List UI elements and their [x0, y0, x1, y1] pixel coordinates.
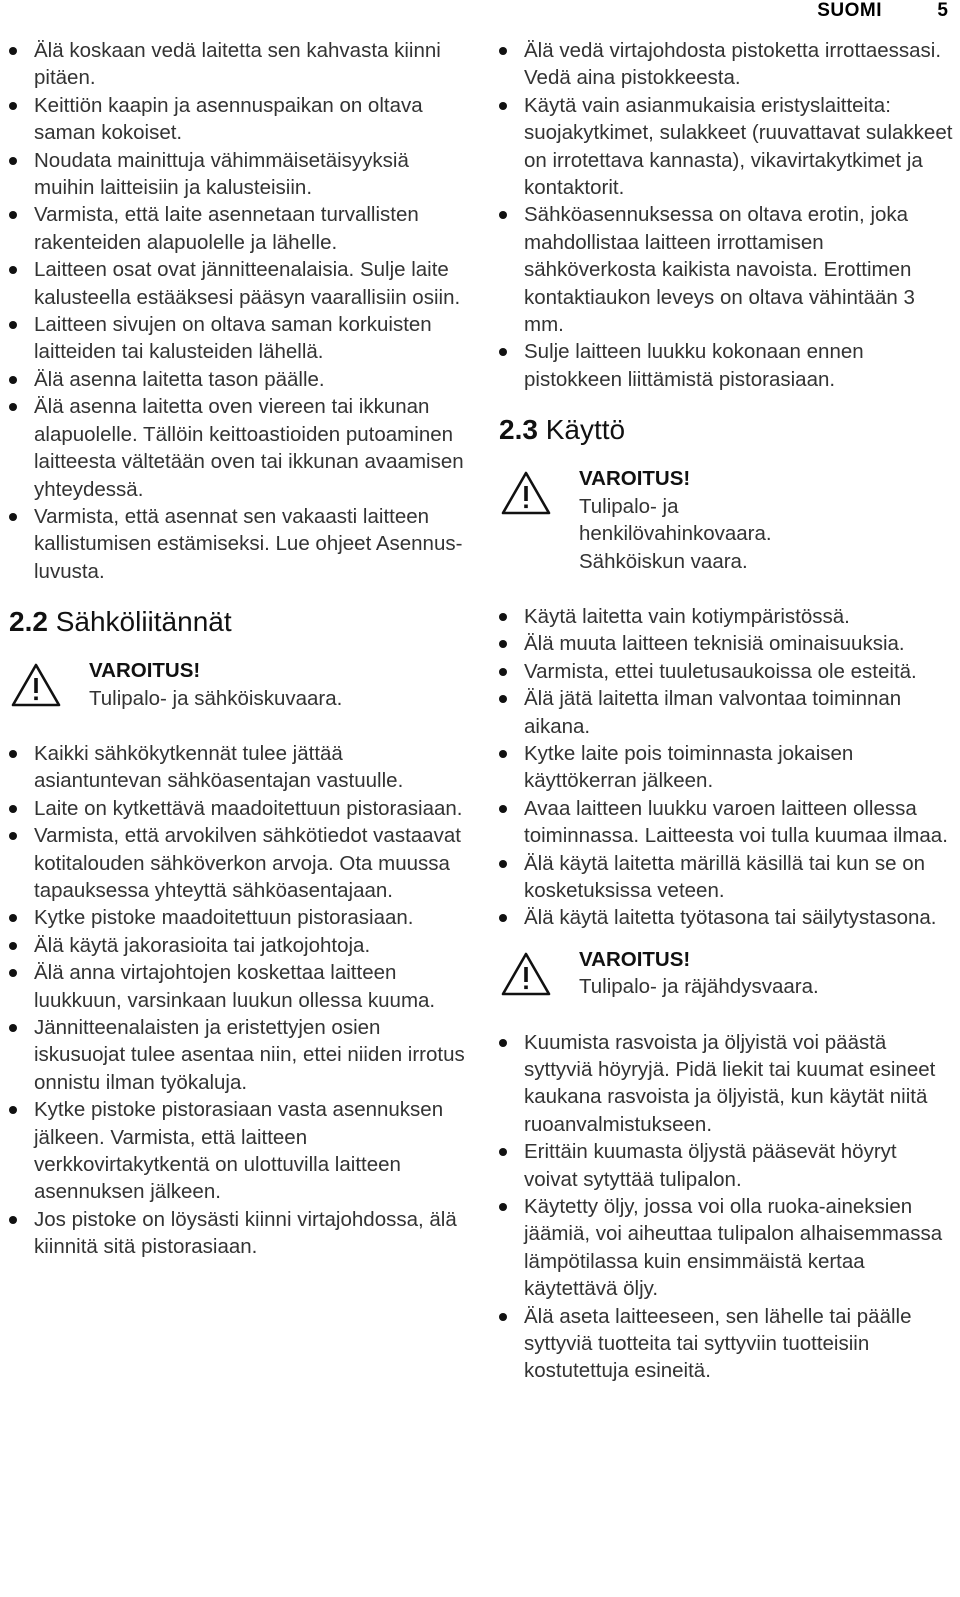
- warning-text: Tulipalo- ja henkilövahinkovaara. Sähköiskun vaara.: [579, 494, 772, 573]
- warning-title: VAROITUS!: [89, 659, 201, 683]
- list-item: Varmista, että laite asennetaan turvallisten rakenteiden alapuolelle ja lähelle.: [9, 201, 471, 256]
- list-item: Älä vedä virtajohdosta pistoketta irrottaessasi. Vedä aina pistokkeesta.: [499, 37, 954, 92]
- section-title-electrical: [9, 605, 471, 639]
- list-item: Keittiön kaapin ja asennuspaikan on oltava saman kokoiset.: [9, 92, 471, 147]
- section-name: Sähköliitännät: [55, 606, 232, 638]
- list-item: Älä asenna laitetta tason päälle.: [9, 366, 471, 393]
- section-name: Käyttö: [545, 414, 626, 446]
- list-item: Kytke pistoke maadoitettuun pistorasiaan.: [9, 904, 471, 931]
- warning-triangle-icon: [11, 663, 61, 707]
- list-item: Laite on kytkettävä maadoitettuun pistorasiaan.: [9, 795, 471, 822]
- list-item: Noudata mainittuja vähimmäisetäisyyksiä muihin laitteisiin ja kalusteisiin.: [9, 147, 471, 202]
- list-item: Kytke laite pois toiminnasta jokaisen käyttökerran jälkeen.: [499, 740, 954, 795]
- warning-text: Tulipalo- ja sähköiskuvaara.: [89, 686, 343, 710]
- section-number: 2.2: [9, 606, 48, 638]
- left-column: [9, 37, 471, 1261]
- language-label: SUOMI: [817, 0, 882, 21]
- list-item: Älä käytä jakorasioita tai jatkojohtoja.: [9, 932, 471, 959]
- warning-title: VAROITUS!: [579, 467, 691, 491]
- electrical-list-continued: [499, 37, 954, 393]
- list-item: Älä käytä laitetta työtasona tai säilytystasona.: [499, 904, 954, 931]
- list-item: Käytä vain asianmukaisia eristyslaitteita: suojakytkimet, sulakkeet (ruuvattavat sulakkeet on irrotettava kannasta), vikavirtakytkimet ja kontaktorit.: [499, 92, 954, 202]
- list-item: Varmista, ettei tuuletusaukoissa ole esteitä.: [499, 658, 954, 685]
- page-number: 5: [937, 0, 948, 21]
- section-title-use: [499, 413, 954, 447]
- list-item: Erittäin kuumasta öljystä pääsevät höyryt voivat sytyttää tulipalon.: [499, 1138, 954, 1193]
- list-item: Sähköasennuksessa on oltava erotin, joka mahdollistaa laitteen irrottamisen sähköverkosta kaikista navoista. Erottimen kontaktiaukon leveys on oltava vähintään 3 mm.: [499, 201, 954, 338]
- list-item: Kuumista rasvoista ja öljyistä voi päästä syttyviä höyryjä. Pidä liekit tai kuumat esineet kaukana rasvoista ja öljyistä, kun käytät niitä ruoanvalmistukseen.: [499, 1029, 954, 1139]
- warning-title: VAROITUS!: [579, 947, 691, 971]
- list-item: Laitteen sivujen on oltava saman korkuisten laitteiden tai kalusteiden lähellä.: [9, 311, 471, 366]
- page-header: [0, 0, 960, 26]
- list-item: Sulje laitteen luukku kokonaan ennen pistokkeen liittämistä pistorasiaan.: [499, 338, 954, 393]
- warning-triangle-icon: [501, 471, 551, 515]
- list-item: Varmista, että asennat sen vakaasti laitteen kallistumisen estämiseksi. Lue ohjeet Asennus-luvusta.: [9, 503, 471, 585]
- list-item: Älä käytä laitetta märillä käsillä tai kun se on kosketuksissa veteen.: [499, 850, 954, 905]
- list-item: Älä aseta laitteeseen, sen lähelle tai päälle syttyviä tuotteita tai syttyviin tuotteisiin kostutettuja esineitä.: [499, 1303, 954, 1385]
- list-item: Kytke pistoke pistorasiaan vasta asennuksen jälkeen. Varmista, että laitteen verkkovirtakytkentä on ulottuvilla laitteen asennuksen jälkeen.: [9, 1096, 471, 1206]
- oil-safety-list: [499, 1029, 954, 1385]
- list-item: Älä jätä laitetta ilman valvontaa toiminnan aikana.: [499, 685, 954, 740]
- list-item: Käytetty öljy, jossa voi olla ruoka-aineksien jäämiä, voi aiheuttaa tulipalon alhaisemmassa lämpötilassa kuin ensimmäistä kertaa käytettävä öljy.: [499, 1193, 954, 1303]
- warning-text: Tulipalo- ja räjähdysvaara.: [579, 975, 819, 999]
- list-item: Laitteen osat ovat jännitteenalaisia. Sulje laite kalusteella estääksesi pääsyn vaarallisiin osiin.: [9, 256, 471, 311]
- list-item: Varmista, että arvokilven sähkötiedot vastaavat kotitalouden sähköverkon arvoja. Ota muussa tapauksessa yhteyttä sähköasentajaan.: [9, 822, 471, 904]
- list-item: Älä anna virtajohtojen koskettaa laitteen luukkuun, varsinkaan luukun ollessa kuuma.: [9, 959, 471, 1014]
- list-item: Kaikki sähkökytkennät tulee jättää asiantuntevan sähköasentajan vastuulle.: [9, 740, 471, 795]
- list-item: Älä muuta laitteen teknisiä ominaisuuksia.: [499, 630, 954, 657]
- warning-box: [499, 465, 954, 575]
- use-list: [499, 603, 954, 932]
- list-item: Jos pistoke on löysästi kiinni virtajohdossa, älä kiinnitä sitä pistorasiaan.: [9, 1206, 471, 1261]
- list-item: Älä koskaan vedä laitetta sen kahvasta kiinni pitäen.: [9, 37, 471, 92]
- section-number: 2.3: [499, 414, 538, 446]
- electrical-list: [9, 740, 471, 1261]
- warning-triangle-icon: [501, 952, 551, 996]
- list-item: Jännitteenalaisten ja eristettyjen osien iskusuojat tulee asentaa niin, ettei niiden irrotus onnistu ilman työkaluja.: [9, 1014, 471, 1096]
- warning-box: [9, 657, 471, 712]
- list-item: Älä asenna laitetta oven viereen tai ikkunan alapuolelle. Tällöin keittoastioiden putoaminen laitteesta vältetään oven tai ikkunan avaamisen yhteydessä.: [9, 393, 471, 503]
- warning-box: [499, 946, 954, 1001]
- right-column: [499, 37, 954, 1385]
- installation-list: [9, 37, 471, 585]
- list-item: Käytä laitetta vain kotiympäristössä.: [499, 603, 954, 630]
- list-item: Avaa laitteen luukku varoen laitteen ollessa toiminnassa. Laitteesta voi tulla kuumaa ilmaa.: [499, 795, 954, 850]
